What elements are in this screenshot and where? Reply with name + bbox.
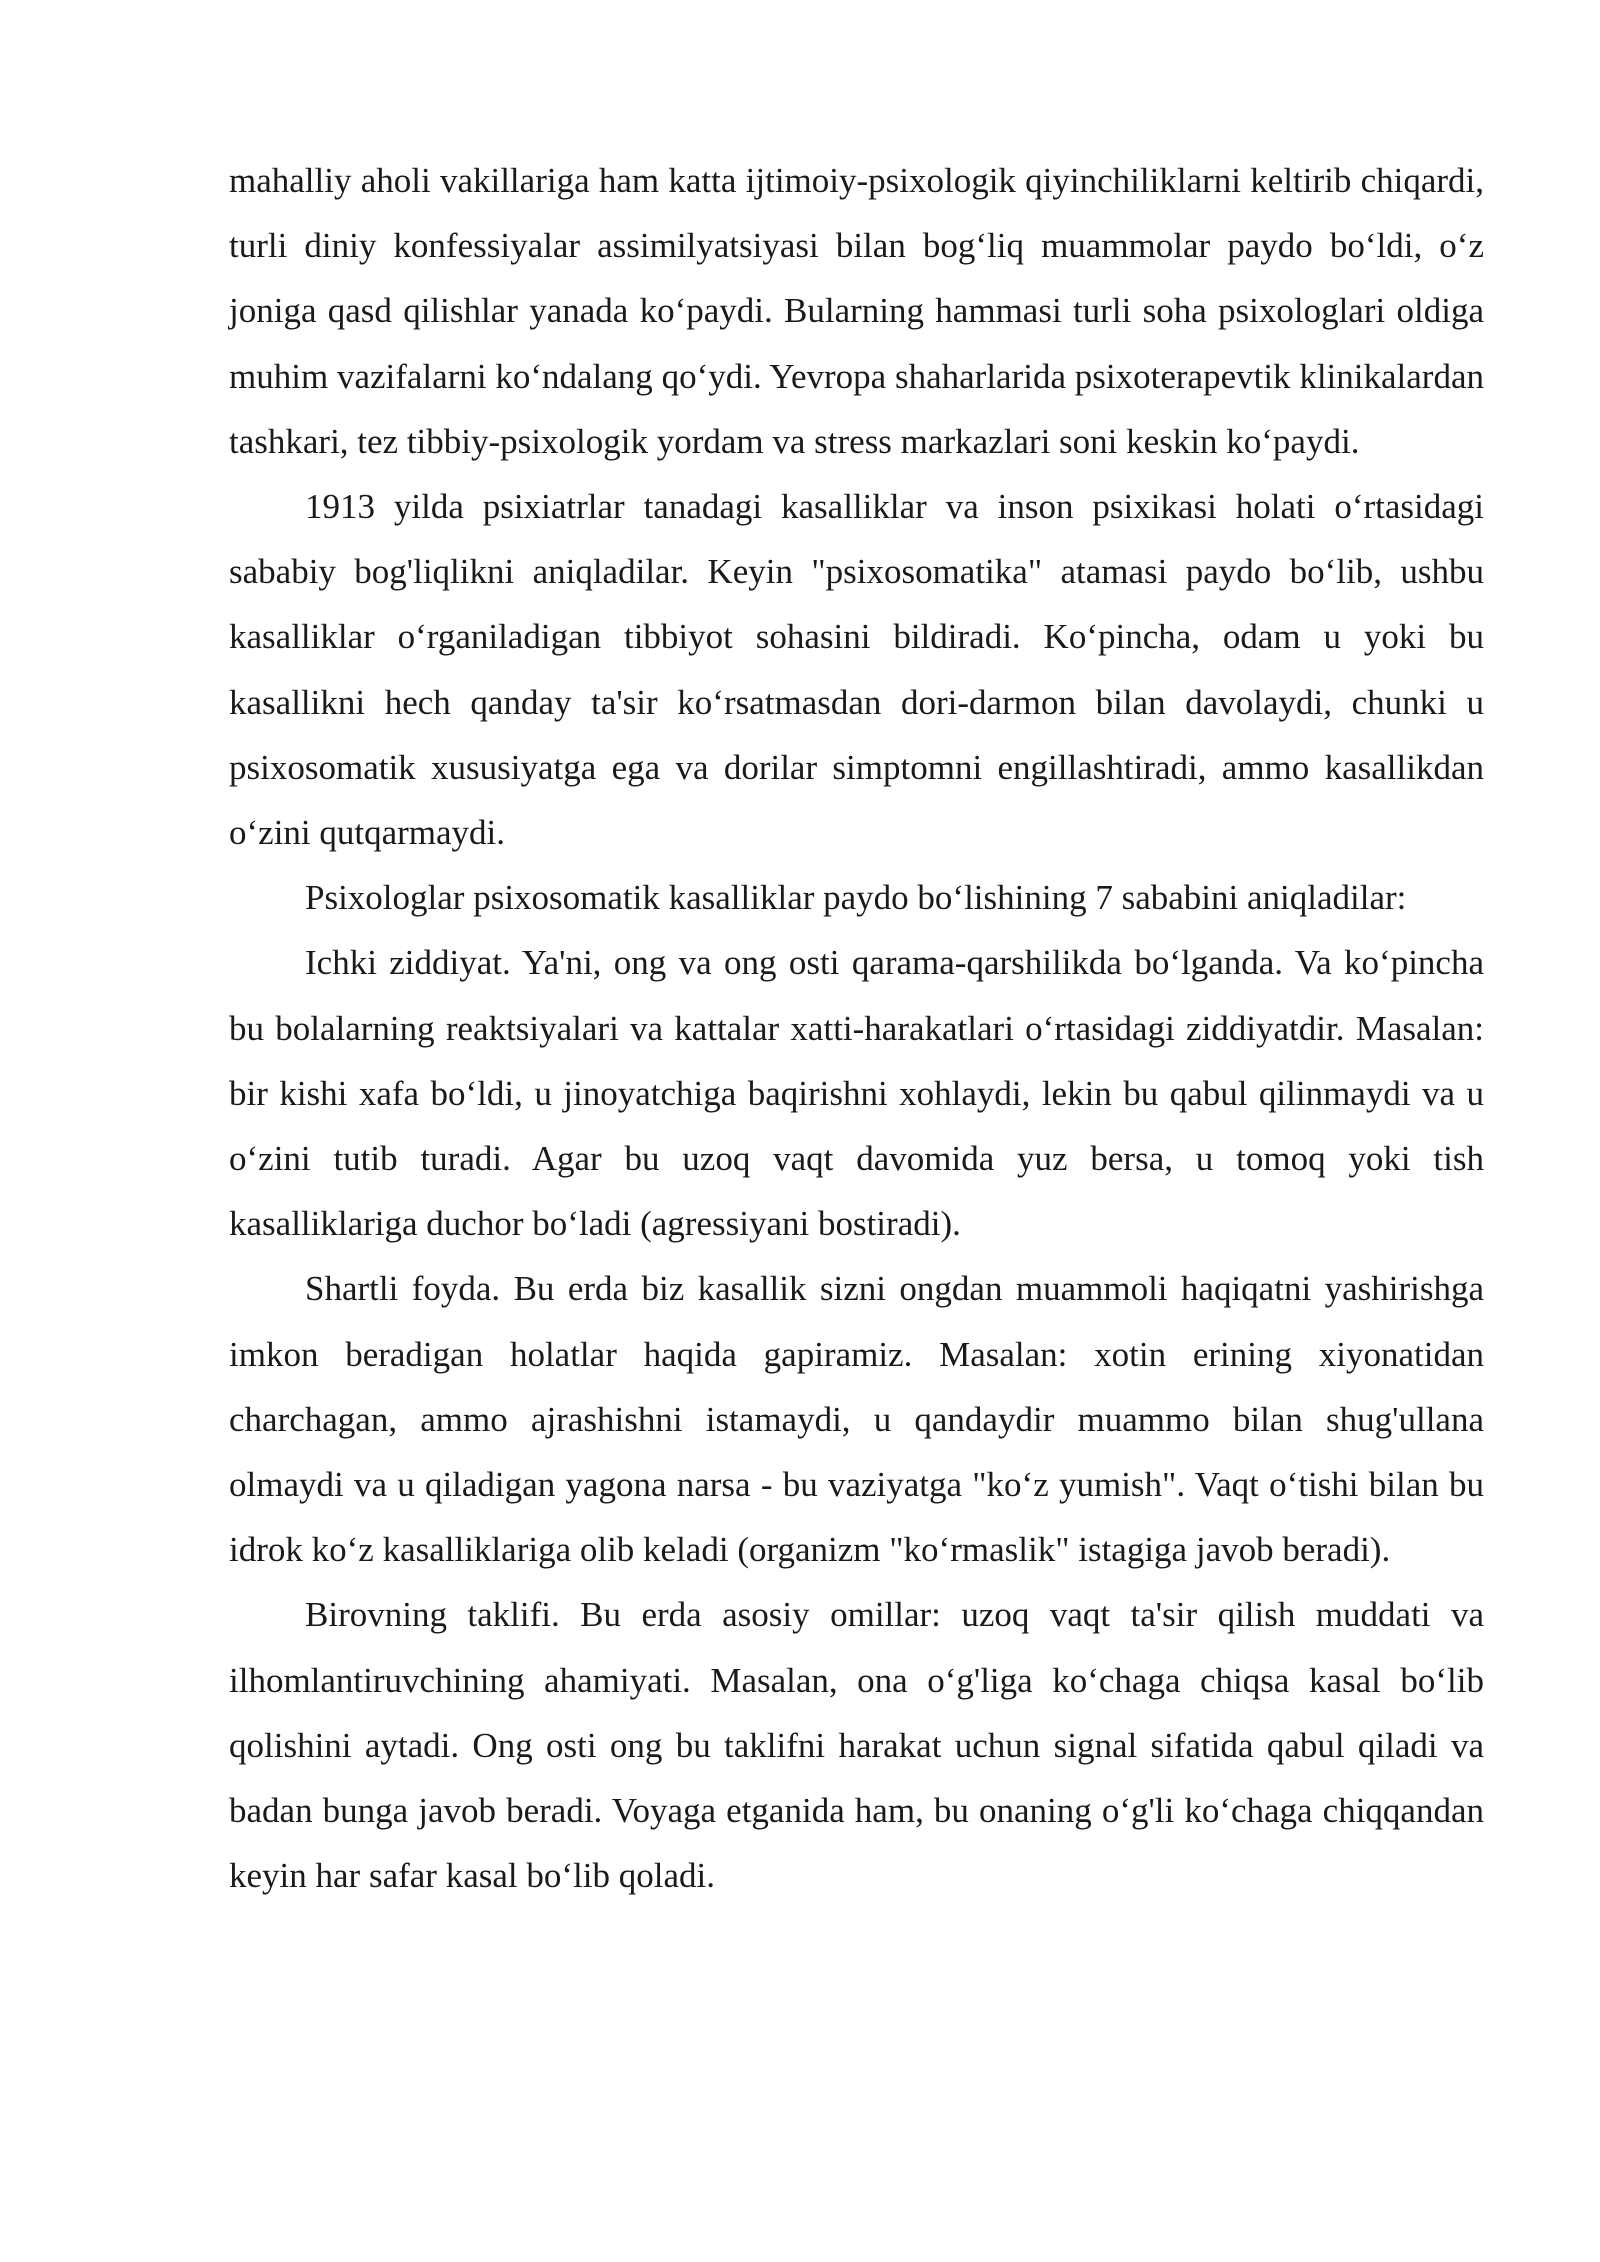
- paragraph-conditional-benefit: Shartli foyda. Bu erda biz kasallik sizni ongdan muammoli haqiqatni yashirishga imkon beradigan holatlar haqida gapiramiz. Masalan: xotin erining xiyonatidan charchagan, ammo ajrashishni istamaydi, u qandaydir muammo bilan shug'ullana olmaydi va u qiladigan yagona narsa - bu vaziyatga "ko‘z yumish". Vaqt o‘tishi bilan bu idrok ko‘z kasalliklariga olib keladi (organizm "ko‘rmaslik" istagiga javob beradi).: [229, 1269, 1484, 1570]
- document-body: [229, 148, 1484, 1908]
- paragraph-continuation: mahalliy aholi vakillariga ham katta ijtimoiy-psixologik qiyinchiliklarni keltirib chiqardi, turli diniy konfessiyalar assimilyatsiyasi bilan bog‘liq muammolar paydo bo‘ldi, o‘z joniga qasd qilishlar yanada ko‘paydi. Bularning hammasi turli soha psixologlari oldiga muhim vazifalarni ko‘ndalang qo‘ydi. Yevropa shaharlarida psixoterapevtik klinikalardan tashkari, tez tibbiy-psixologik yordam va stress markazlari soni keskin ko‘paydi.: [229, 161, 1484, 461]
- paragraph-internal-conflict: Ichki ziddiyat. Ya'ni, ong va ong osti qarama-qarshilikda bo‘lganda. Va ko‘pincha bu bolalarning reaktsiyalari va kattalar xatti-harakatlari o‘rtasidagi ziddiyatdir. Masalan: bir kishi xafa bo‘ldi, u jinoyatchiga baqirishni xohlaydi, lekin bu qabul qilinmaydi va u o‘zini tutib turadi. Agar bu uzoq vaqt davomida yuz bersa, u tomoq yoki tish kasalliklariga duchor bo‘ladi (agressiyani bostiradi).: [229, 943, 1484, 1244]
- paragraph-suggestion: Birovning taklifi. Bu erda asosiy omillar: uzoq vaqt ta'sir qilish muddati va ilhomlantiruvchining ahamiyati. Masalan, ona o‘g'liga ko‘chaga chiqsa kasal bo‘lib qolishini aytadi. Ong osti ong bu taklifni harakat uchun signal sifatida qabul qiladi va badan bunga javob beradi. Voyaga etganida ham, bu onaning o‘g'li ko‘chaga chiqqandan keyin har safar kasal bo‘lib qoladi.: [229, 1595, 1484, 1896]
- paragraph-seven-causes-intro: Psixologlar psixosomatik kasalliklar paydo bo‘lishining 7 sababini aniqladilar:: [305, 878, 1407, 918]
- paragraph-psychosomatics-history: 1913 yilda psixiatrlar tanadagi kasalliklar va inson psixikasi holati o‘rtasidagi sababiy bog'liqlikni aniqladilar. Keyin "psixosomatika" atamasi paydo bo‘lib, ushbu kasalliklar o‘rganiladigan tibbiyot sohasini bildiradi. Ko‘pincha, odam u yoki bu kasallikni hech qanday ta'sir ko‘rsatmasdan dori-darmon bilan davolaydi, chunki u psixosomatik xususiyatga ega va dorilar simptomni engillashtiradi, ammo kasallikdan o‘zini qutqarmaydi.: [229, 487, 1484, 853]
